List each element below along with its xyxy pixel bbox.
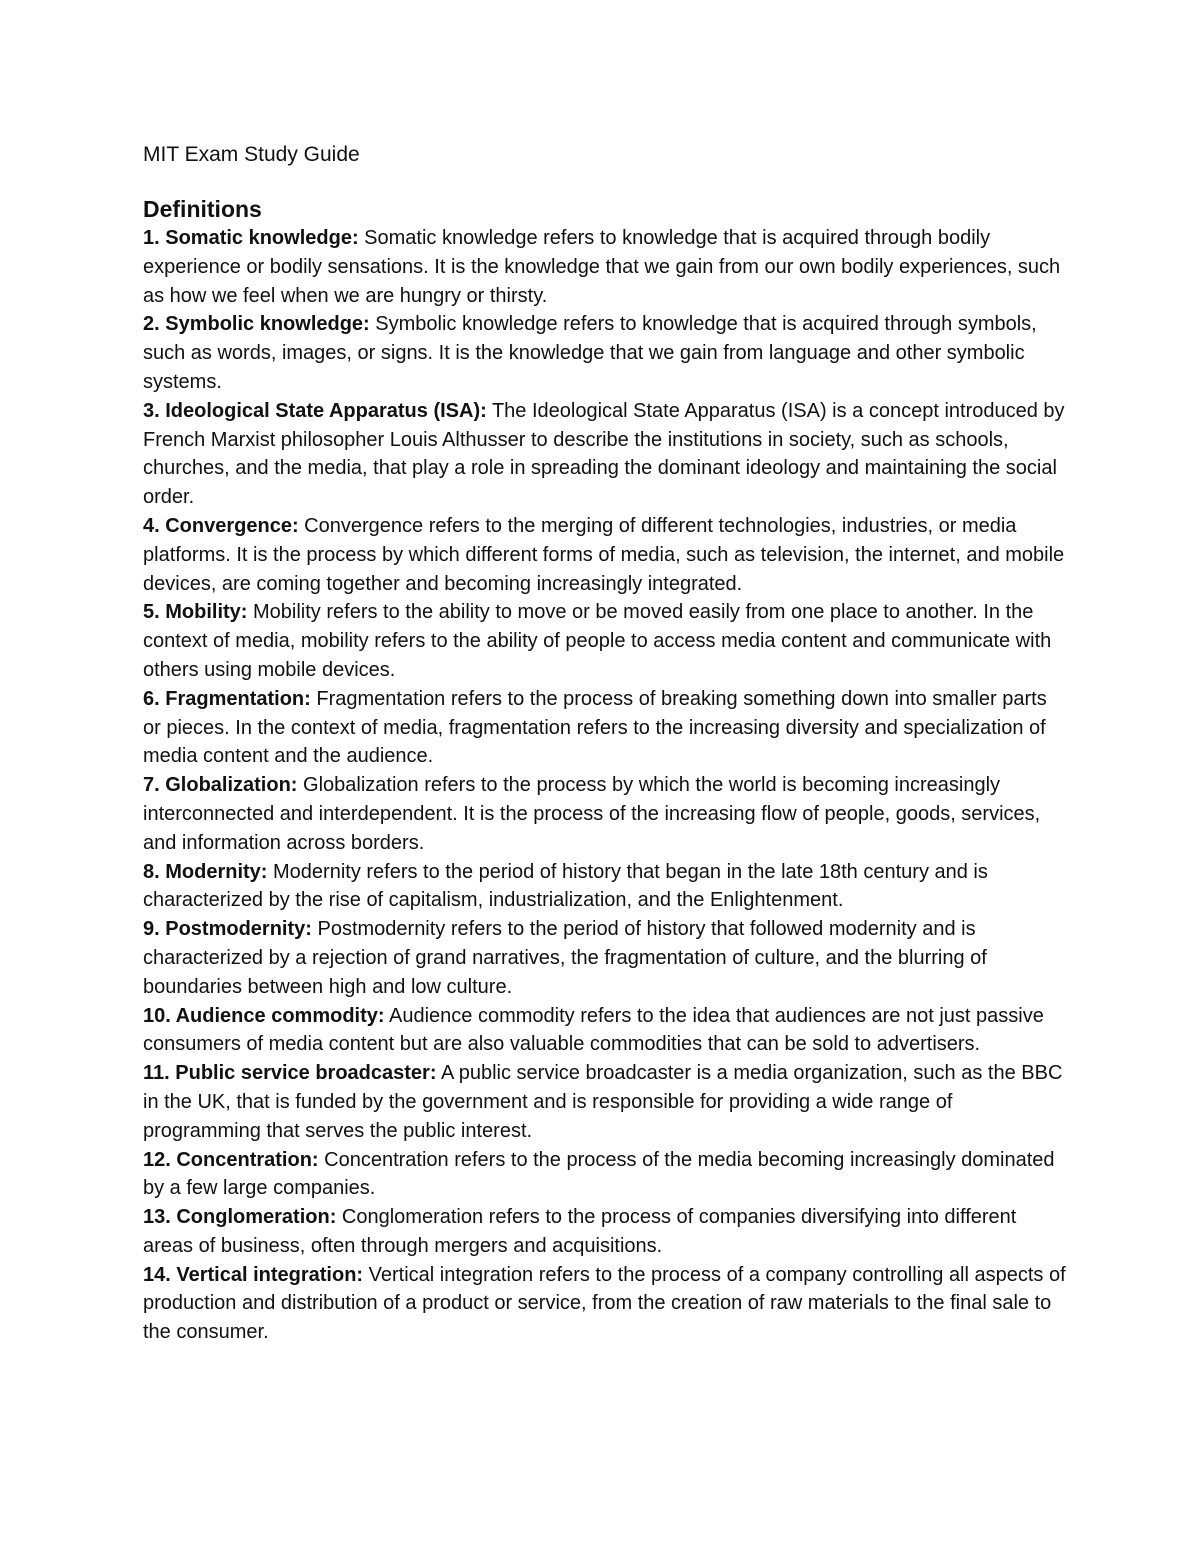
definition-term: 2. Symbolic knowledge:: [143, 313, 370, 336]
definition-item: [143, 1146, 1068, 1204]
definition-term: 13. Conglomeration:: [143, 1206, 337, 1229]
definition-text: Vertical integration refers to the process of a company controlling all aspects of production and distribution of a product or service, from the creation of raw materials to the final sale to the consumer.: [143, 1263, 1066, 1344]
definition-text: Audience commodity refers to the idea that audiences are not just passive consumers of media content but are also valuable commodities that can be sold to advertisers.: [143, 1004, 1044, 1056]
definition-text: Modernity refers to the period of history that began in the late 18th century and is characterized by the rise of capitalism, industrialization, and the Enlightenment.: [143, 860, 988, 912]
definition-text: Postmodernity refers to the period of history that followed modernity and is characterized by a rejection of grand narratives, the fragmentation of culture, and the blurring of boundaries between high and low culture.: [143, 918, 987, 998]
definition-term: 5. Mobility:: [143, 601, 248, 624]
definition-item: [143, 915, 1068, 1001]
definition-item: [143, 1059, 1068, 1145]
definition-term: 10. Audience commodity:: [143, 1004, 385, 1027]
definition-item: [143, 224, 1068, 310]
definition-text: The Ideological State Apparatus (ISA) is a concept introduced by French Marxist philosopher Louis Althusser to describe the institutions in society, such as schools, churches, and the media, that play a role in spreading the dominant ideology and maintaining the social order.: [143, 399, 1065, 509]
definition-text: Fragmentation refers to the process of breaking something down into smaller parts or pieces. In the context of media, fragmentation refers to the increasing diversity and specialization of media content and the audience.: [143, 687, 1047, 768]
document-title: MIT Exam Study Guide: [143, 143, 360, 166]
definition-item: [143, 685, 1068, 771]
definition-term: 9. Postmodernity:: [143, 918, 312, 941]
definition-term: 4. Convergence:: [143, 514, 299, 537]
definition-item: [143, 1203, 1068, 1261]
definition-text: Conglomeration refers to the process of companies diversifying into different areas of business, often through mergers and acquisitions.: [143, 1206, 1017, 1257]
definition-term: 11. Public service broadcaster:: [143, 1062, 437, 1085]
definition-item: [143, 598, 1068, 684]
definition-text: Concentration refers to the process of the media becoming increasingly dominated by a few large companies.: [143, 1148, 1055, 1200]
document-page: [143, 140, 1068, 1347]
section-heading: Definitions: [143, 196, 262, 222]
definition-term: 12. Concentration:: [143, 1148, 319, 1171]
definition-term: 3. Ideological State Apparatus (ISA):: [143, 399, 487, 422]
definition-text: Globalization refers to the process by which the world is becoming increasingly interconnected and interdependent. It is the process of the increasing flow of people, goods, services, and information across borders.: [143, 774, 1041, 854]
definition-term: 6. Fragmentation:: [143, 687, 311, 710]
definition-item: [143, 512, 1068, 598]
definition-item: [143, 310, 1068, 396]
definition-text: Convergence refers to the merging of different technologies, industries, or media platforms. It is the process by which different forms of media, such as television, the internet, and mobile devices, are coming together and becoming increasingly integrated.: [143, 514, 1065, 595]
definition-text: Mobility refers to the ability to move or be moved easily from one place to another. In the context of media, mobility refers to the ability of people to access media content and communicate with others using mobile devices.: [143, 601, 1052, 681]
definition-text: Symbolic knowledge refers to knowledge that is acquired through symbols, such as words, images, or signs. It is the knowledge that we gain from language and other symbolic systems.: [143, 313, 1037, 393]
definitions-list: [143, 224, 1068, 1347]
definition-item: [143, 397, 1068, 512]
definition-text: A public service broadcaster is a media organization, such as the BBC in the UK, that is funded by the government and is responsible for providing a wide range of programming that serves the public interest.: [143, 1062, 1063, 1142]
definition-term: 7. Globalization:: [143, 774, 298, 797]
definition-item: [143, 1261, 1068, 1347]
definition-term: 1. Somatic knowledge:: [143, 227, 359, 249]
definition-term: 14. Vertical integration:: [143, 1263, 364, 1286]
definition-item: [143, 771, 1068, 857]
definition-item: [143, 858, 1068, 916]
definition-term: 8. Modernity:: [143, 860, 268, 883]
definition-text: Somatic knowledge refers to knowledge that is acquired through bodily experience or bodily sensations. It is the knowledge that we gain from our own bodily experiences, such as how we feel when we are hungry or thirsty.: [143, 227, 1061, 307]
definition-item: [143, 1002, 1068, 1060]
